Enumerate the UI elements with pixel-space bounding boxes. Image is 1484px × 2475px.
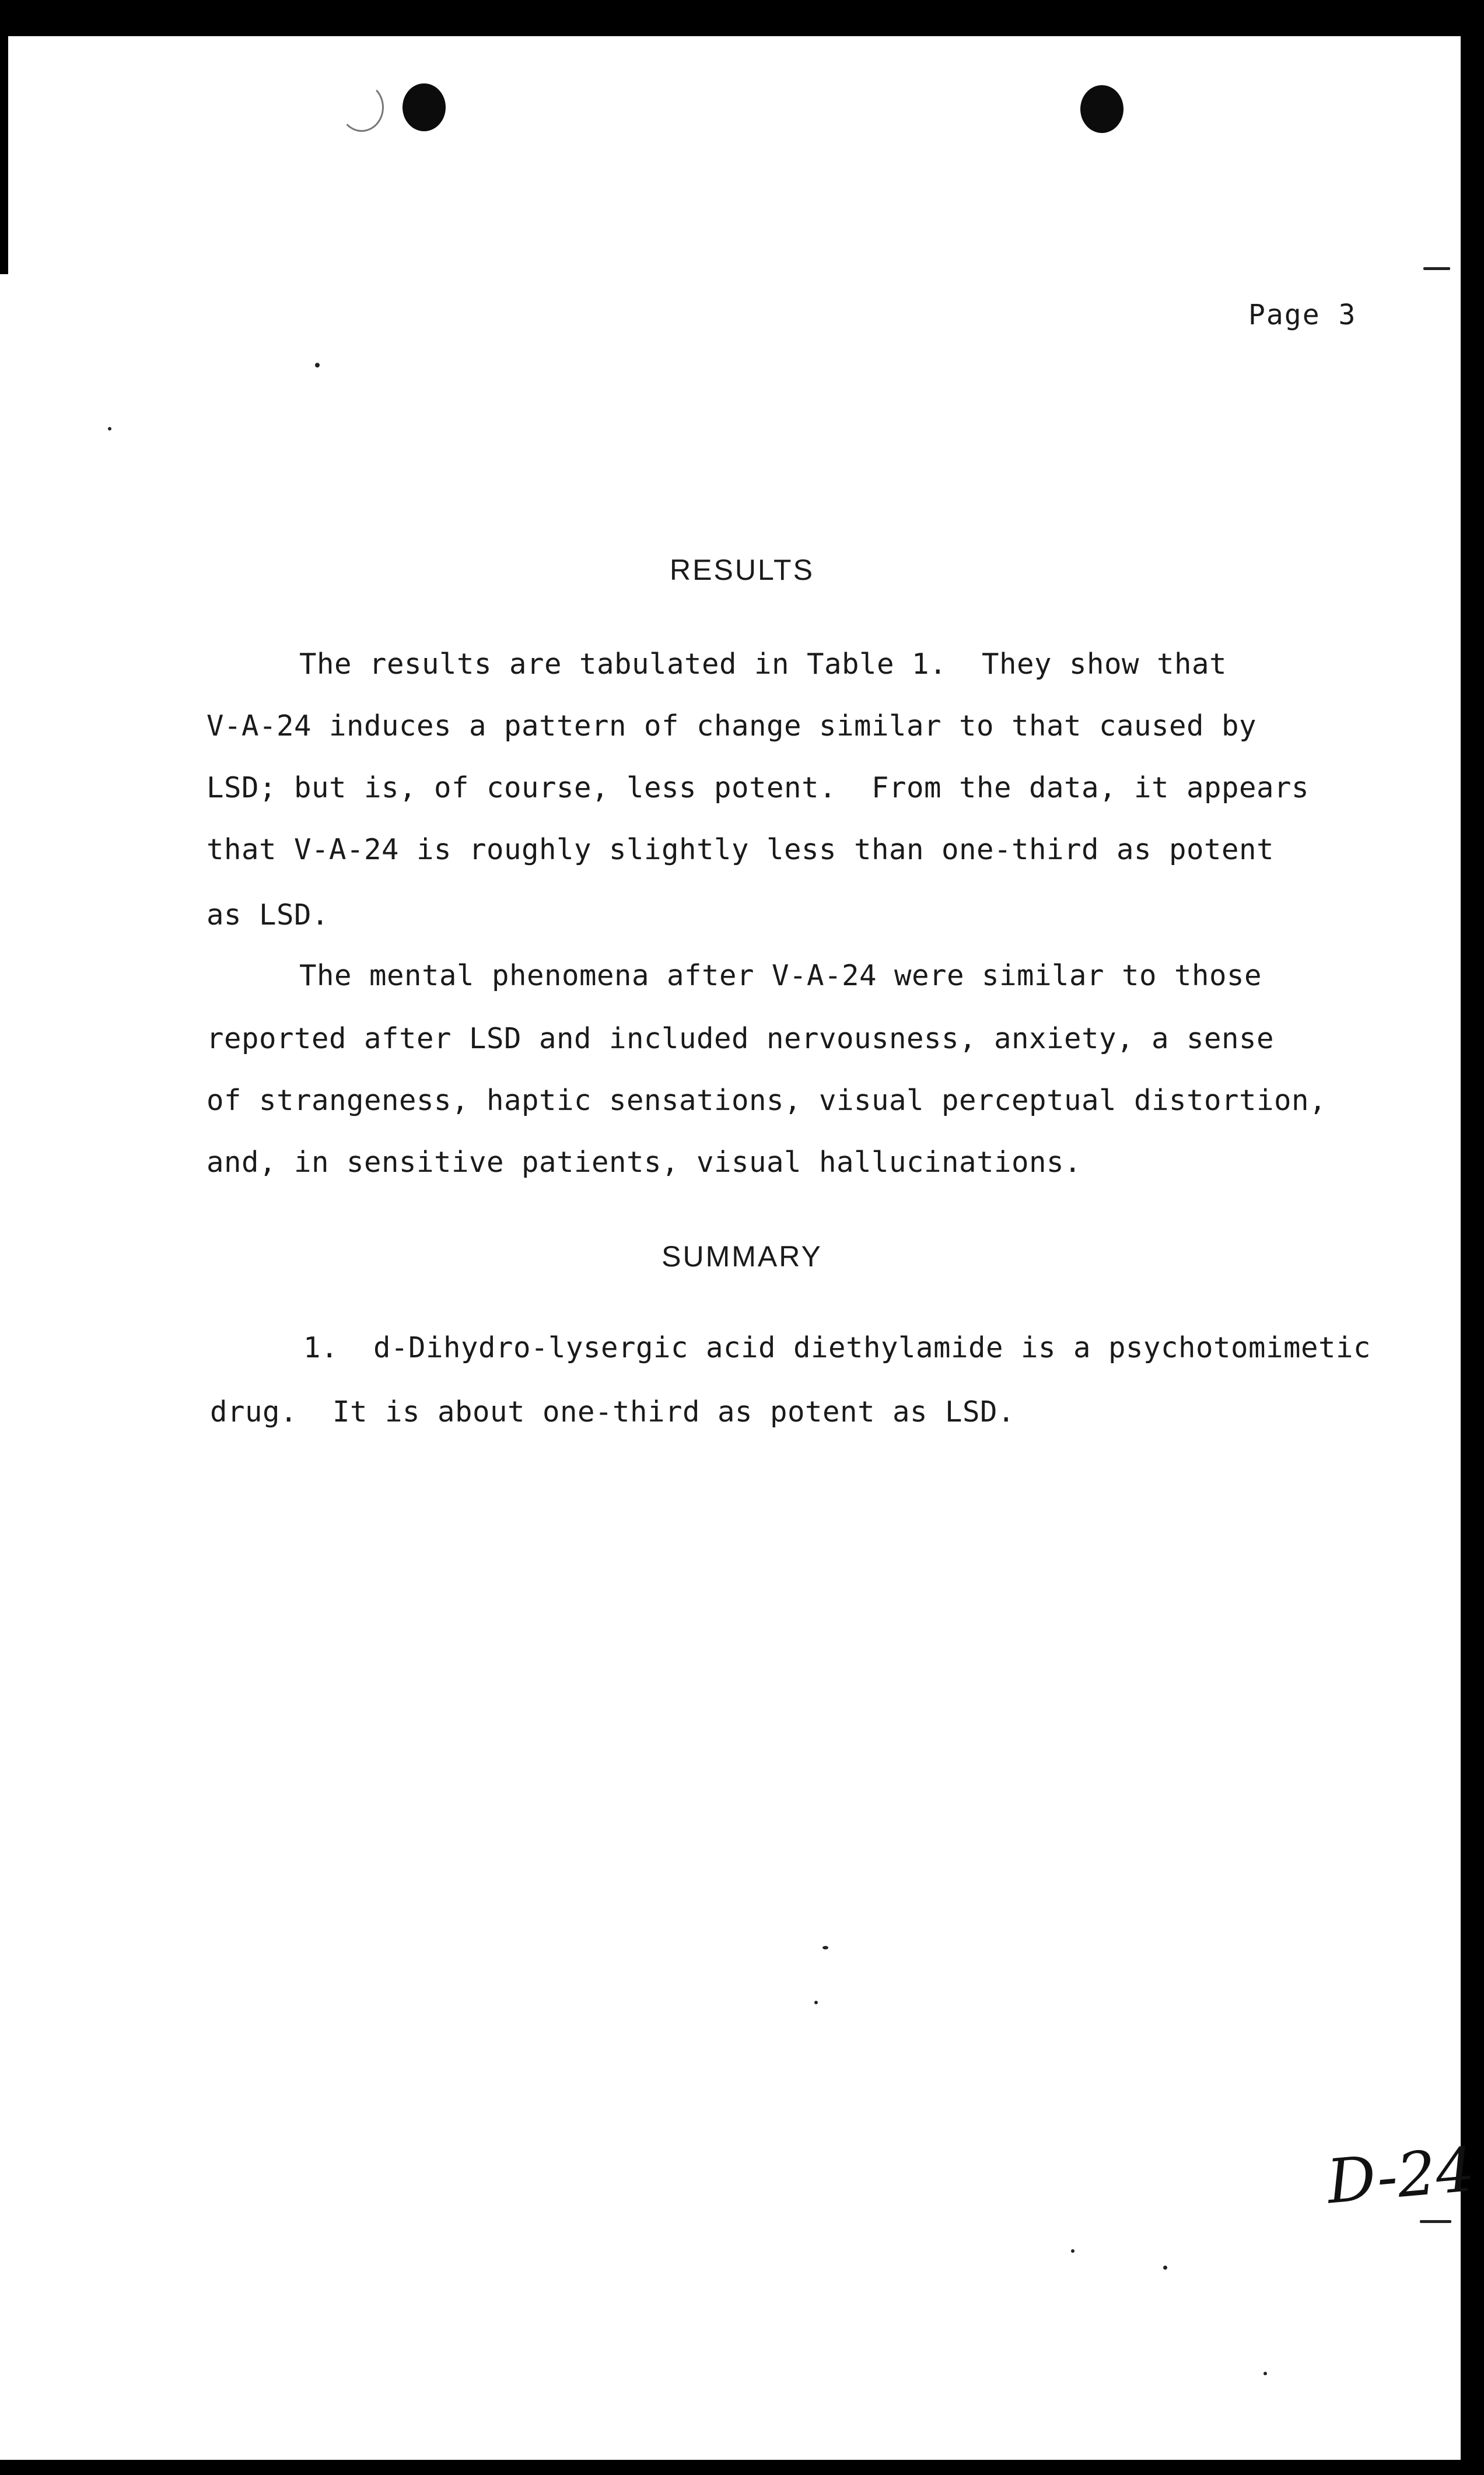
scan-speck (1163, 2266, 1167, 2270)
scan-border-right (1461, 0, 1484, 2475)
text-line: drug. It is about one-third as potent as LSD. (210, 1395, 1016, 1429)
text-line: LSD; but is, of course, less potent. From the data, it appears (206, 771, 1310, 804)
text-line: V-A-24 induces a pattern of change similar to that caused by (206, 709, 1257, 743)
scan-speck (814, 2001, 818, 2004)
page-number: Page 3 (1248, 299, 1357, 331)
results-heading: RESULTS (670, 554, 814, 586)
text-line: as LSD. (206, 898, 330, 932)
scan-speck (1264, 2372, 1267, 2375)
text-line: and, in sensitive patients, visual hallucinations. (206, 1146, 1082, 1179)
scan-speck (108, 427, 111, 430)
punch-hole (402, 83, 446, 131)
text-line: The mental phenomena after V-A-24 were similar to those (299, 959, 1262, 992)
text-line: 1. d-Dihydro-lysergic acid diethylamide is a psychotomimetic (303, 1331, 1371, 1364)
punch-hole-ghost (340, 83, 384, 132)
punch-hole (1080, 85, 1124, 133)
scan-border-left (0, 0, 8, 274)
scan-speck (1423, 267, 1450, 270)
scan-speck (1420, 2220, 1451, 2223)
scan-border-bottom (0, 2460, 1484, 2475)
summary-heading: SUMMARY (662, 1240, 822, 1273)
scan-speck (822, 1946, 828, 1949)
handwritten-stamp: D-24 (1324, 2133, 1478, 2218)
text-line: that V-A-24 is roughly slightly less than one-third as potent (206, 833, 1275, 866)
text-line: reported after LSD and included nervousness, anxiety, a sense (206, 1022, 1275, 1055)
scan-speck (315, 363, 320, 367)
text-line: of strangeness, haptic sensations, visual perceptual distortion, (206, 1084, 1327, 1117)
scan-speck (1071, 2249, 1074, 2253)
text-line: The results are tabulated in Table 1. They show that (299, 647, 1227, 681)
scan-border-top (0, 0, 1484, 36)
